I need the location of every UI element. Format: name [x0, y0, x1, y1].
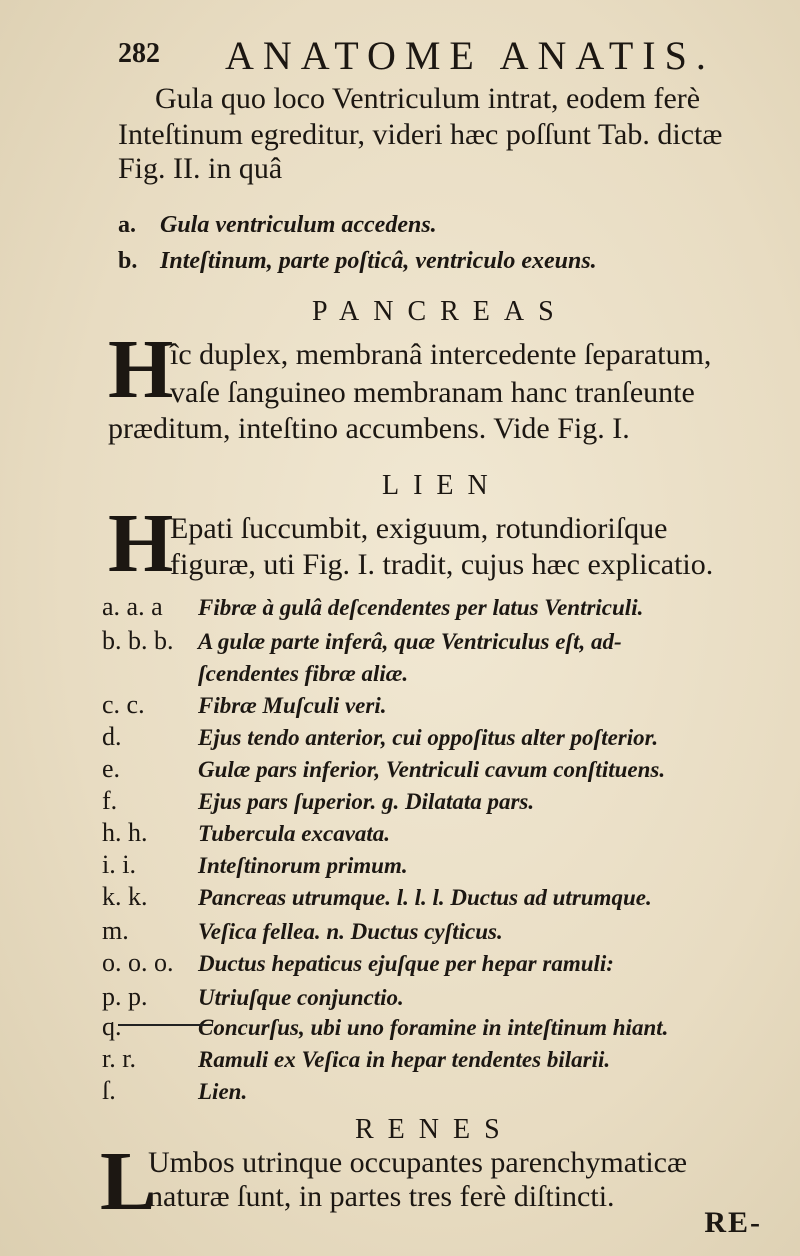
lien-line-2: figuræ, uti Fig. I. tradit, cujus hæc explicatio. — [170, 548, 714, 581]
legend-text: Fibræ à gulâ deſcendentes per latus Ventriculi. — [198, 595, 644, 620]
legend-text: Veſica fellea. n. Ductus cyſticus. — [198, 919, 503, 944]
legend-text: Tubercula excavata. — [198, 821, 391, 846]
legend-text: Inteſtinorum primum. — [198, 853, 408, 878]
legend-key: d. — [102, 722, 122, 751]
legend-key: a. a. a — [102, 592, 163, 621]
legend-text: ſcendentes fibræ aliæ. — [198, 661, 409, 686]
intro-line-1: Gula quo loco Ventriculum intrat, eodem ferè — [155, 82, 701, 115]
pancreas-line-3: præditum, inteſtino accumbens. Vide Fig. I. — [108, 412, 630, 445]
legend-key: h. h. — [102, 818, 148, 847]
legend-key: o. o. o. — [102, 948, 174, 977]
catchword: RE- — [704, 1206, 762, 1239]
intro-line-2: Inteſtinum egreditur, videri hæc poſſunt Tab. dictæ — [118, 118, 723, 151]
legend-key: b. b. b. — [102, 626, 174, 655]
legend-row — [102, 1012, 668, 1042]
list-item — [118, 248, 597, 275]
page-number: 282 — [118, 38, 160, 69]
legend-key: p. p. — [102, 982, 148, 1011]
legend-row — [102, 850, 408, 880]
drop-cap: H — [108, 497, 174, 590]
legend-text: Utriuſque conjunctio. — [198, 985, 404, 1010]
renes-line-2: naturæ ſunt, in partes tres ferè diſtincti. — [148, 1180, 615, 1213]
drop-cap: H — [108, 323, 174, 416]
legend-row — [102, 690, 386, 720]
legend-key: k. k. — [102, 882, 148, 911]
legend-text: Pancreas utrumque. l. l. l. Ductus ad utrumque. — [198, 885, 652, 910]
legend-key: e. — [102, 754, 121, 783]
legend-key: m. — [102, 916, 129, 945]
pancreas-line-1: îc duplex, membranâ intercedente ſeparatum, — [170, 338, 712, 371]
section-heading-lien: LIEN — [382, 470, 502, 501]
legend-row — [102, 948, 614, 978]
legend-row — [102, 786, 534, 816]
legend-row — [102, 882, 652, 912]
legend-row — [102, 1076, 247, 1106]
legend-text: Fibræ Muſculi veri. — [198, 693, 387, 718]
legend-key: r. r. — [102, 1044, 136, 1073]
drop-cap: L — [100, 1135, 157, 1228]
legend-text: Ramuli ex Veſica in hepar tendentes bilarii. — [198, 1047, 611, 1072]
pancreas-line-2: vaſe ſanguineo membranam hanc tranſeunte — [170, 376, 695, 409]
legend-text: Concurſus, ubi uno foramine in inteſtinum hiant. — [198, 1015, 669, 1040]
legend-row — [102, 818, 390, 848]
legend-row — [102, 592, 643, 622]
legend-text: Ejus tendo anterior, cui oppoſitus alter poſterior. — [198, 725, 659, 750]
legend-row — [102, 916, 503, 946]
legend-text: Gulæ pars inferior, Ventriculi cavum conſtituens. — [198, 757, 666, 782]
item-text: Gula ventriculum accedens. — [160, 212, 437, 238]
leader-rule — [118, 1024, 213, 1026]
legend-row — [102, 658, 408, 688]
item-text: Inteſtinum, parte poſticâ, ventriculo exeuns. — [160, 248, 597, 274]
legend-text: A gulæ parte inferâ, quæ Ventriculus eſt, ad- — [198, 629, 622, 654]
legend-text: Ductus hepaticus ejuſque per hepar ramuli: — [198, 951, 614, 976]
legend-key: c. c. — [102, 690, 145, 719]
legend-row — [102, 722, 658, 752]
running-title: ANATOME ANATIS. — [225, 33, 715, 78]
section-heading-pancreas: PANCREAS — [312, 296, 568, 327]
legend-row — [102, 1044, 610, 1074]
lien-line-1: Epati ſuccumbit, exiguum, rotundioriſque — [170, 512, 668, 545]
list-item — [118, 212, 437, 239]
legend-key: ſ. — [102, 1076, 116, 1105]
legend-key: q. — [102, 1012, 122, 1041]
legend-key: i. i. — [102, 850, 136, 879]
item-key: b. — [118, 248, 138, 274]
legend-text: Ejus pars ſuperior. g. Dilatata pars. — [198, 789, 535, 814]
legend-row — [102, 626, 622, 656]
legend-text: Lien. — [198, 1079, 248, 1104]
item-key: a. — [118, 212, 136, 238]
legend-key: f. — [102, 786, 118, 815]
legend-row — [102, 982, 404, 1012]
legend-row — [102, 754, 665, 784]
renes-line-1: Umbos utrinque occupantes parenchymaticæ — [148, 1146, 688, 1179]
section-heading-renes: RENES — [355, 1114, 514, 1145]
intro-line-3: Fig. II. in quâ — [118, 152, 283, 185]
